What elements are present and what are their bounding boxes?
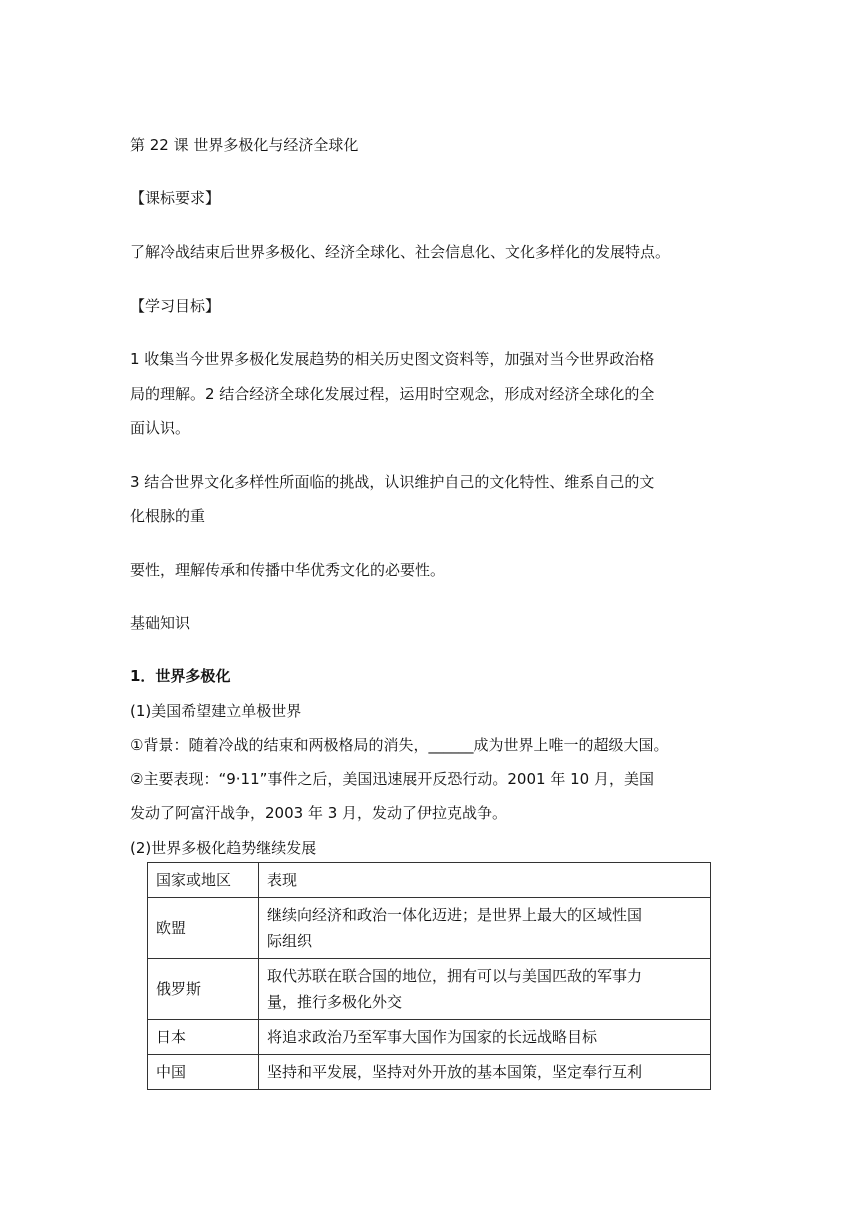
goal-paragraph-line: 面认识。 [130,419,191,437]
heading-curriculum-standard: 【课标要求】 [130,189,221,207]
cell-text-line: 将追求政治乃至军事大国作为国家的长远战略目标 [267,1028,598,1046]
background-text: ①背景：随着冷战的结束和两极格局的消失，______成为世界上唯一的超级大国。 [130,736,669,754]
heading-learning-goals: 【学习目标】 [130,297,221,315]
goal-paragraph-line: 局的理解。2 结合经济全球化发展过程，运用时空观念，形成对经济全球化的全 [130,385,655,403]
multipolarity-table [147,862,711,1090]
table-cell-region: 中国 [148,1055,259,1090]
goal-paragraph-line: 化根脉的重 [130,507,206,525]
performance-text-line: 发动了阿富汗战争，2003 年 3 月，发动了伊拉克战争。 [130,804,508,822]
subheading-unipolar: (1)美国希望建立单极世界 [130,702,302,720]
table-cell-performance [259,959,711,1020]
goal-paragraph-line: 要性，理解传承和传播中华优秀文化的必要性。 [130,561,446,579]
table-row [148,898,711,959]
table-cell-region: 俄罗斯 [148,959,259,1020]
heading-basic-knowledge: 基础知识 [130,614,191,632]
table-cell-performance [259,898,711,959]
subheading-multipolar-trend: (2)世界多极化趋势继续发展 [130,839,317,857]
table-cell-region: 日本 [148,1020,259,1055]
cell-text-line: 量，推行多极化外交 [267,993,403,1011]
table-cell-region: 欧盟 [148,898,259,959]
heading-world-multipolarity: 1．世界多极化 [130,667,231,685]
cell-text-line: 际组织 [267,932,313,950]
goal-paragraph-line: 1 收集当今世界多极化发展趋势的相关历史图文资料等，加强对当今世界政治格 [130,350,655,368]
table-row [148,959,711,1020]
cell-text-line: 继续向经济和政治一体化迈进；是世界上最大的区域性国 [267,906,643,924]
table-header-cell: 国家或地区 [148,863,259,898]
table-cell-performance [259,1020,711,1055]
cell-text-line: 取代苏联在联合国的地位，拥有可以与美国匹敌的军事力 [267,967,643,985]
table-row [148,1020,711,1055]
lesson-title: 第 22 课 世界多极化与经济全球化 [130,136,359,154]
goal-paragraph-line: 3 结合世界文化多样性所面临的挑战，认识维护自己的文化特性、维系自己的文 [130,473,655,491]
table-row [148,1055,711,1090]
performance-text-line: ②主要表现：“9·11”事件之后，美国迅速展开反恐行动。2001 年 10 月，美国 [130,770,654,788]
table-cell-performance [259,1055,711,1090]
cell-text-line: 坚持和平发展，坚持对外开放的基本国策，坚定奉行互利 [267,1063,643,1081]
table-header-row [148,863,711,898]
curriculum-standard-text: 了解冷战结束后世界多极化、经济全球化、社会信息化、文化多样化的发展特点。 [130,243,671,261]
table-header-cell: 表现 [259,863,711,898]
